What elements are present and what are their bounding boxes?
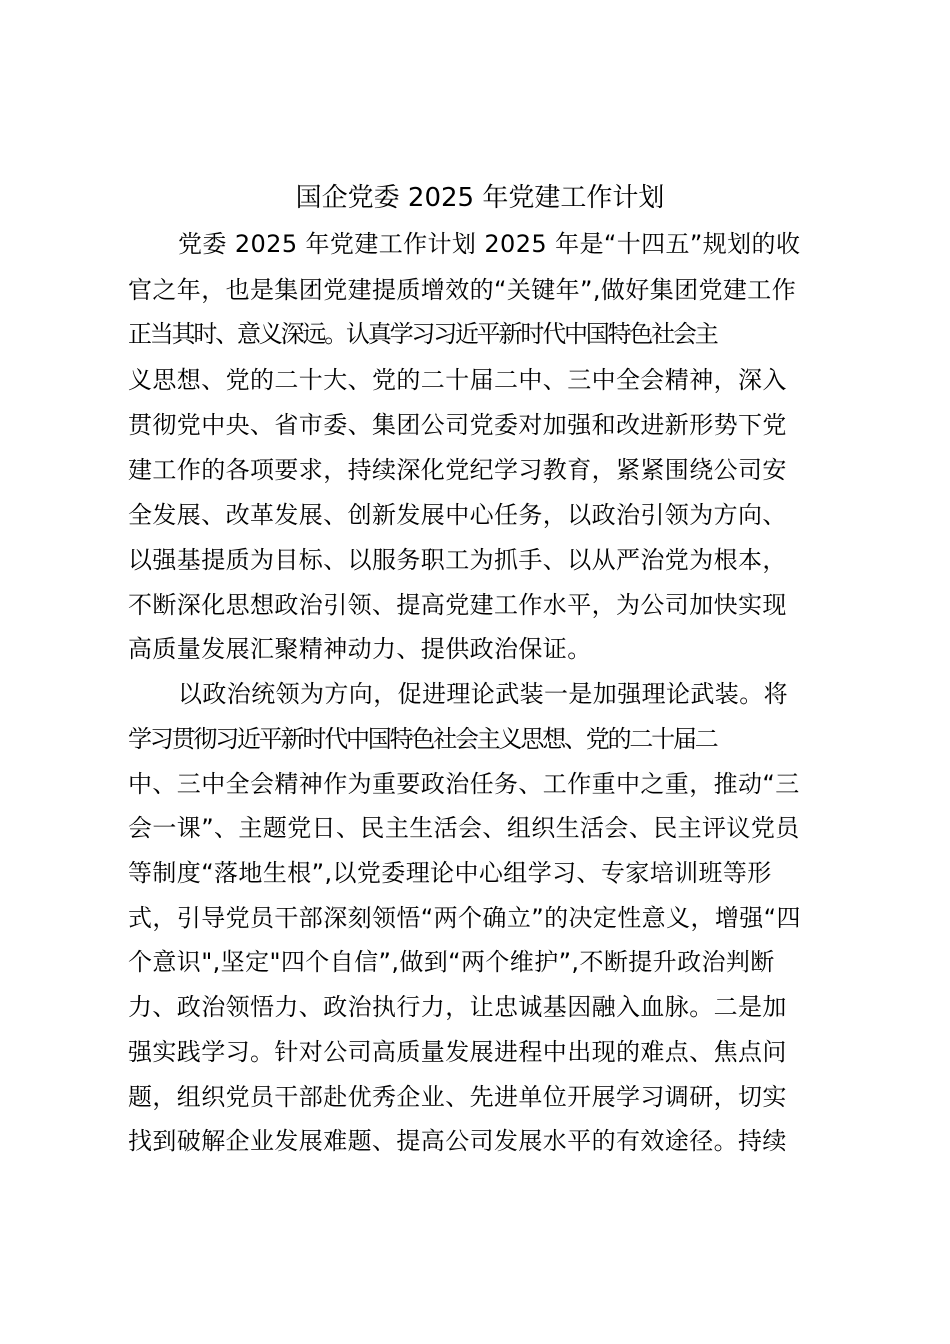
paragraph-line: 贯彻党中央、省市委、集团公司党委对加强和改进新形势下党 — [128, 411, 787, 439]
document-title: 国企党委 2025 年党建工作计划 — [295, 183, 665, 213]
paragraph-line: 全发展、改革发展、创新发展中心任务，以政治引领为方向、 — [128, 501, 787, 529]
paragraph-line: 力、政治领悟力、政治执行力，让忠诚基因融入血脉。二是加 — [128, 993, 787, 1021]
paragraph-line: 官之年，也是集团党建提质增效的“关键年”,做好集团党建工作 — [128, 276, 797, 304]
paragraph-line: 党委 2025 年党建工作计划 2025 年是“十四五”规划的收 — [178, 230, 801, 258]
paragraph-line: 不断深化思想政治引领、提高党建工作水平，为公司加快实现 — [128, 591, 787, 619]
paragraph-line: 以强基提质为目标、以服务职工为抓手、以从严治党为根本， — [128, 546, 787, 574]
paragraph-line: 式，引导党员干部深刻领悟“两个确立”的决定性意义，增强“四 — [128, 904, 801, 932]
paragraph-line: 题，组织党员干部赴优秀企业、先进单位开展学习调研，切实 — [128, 1083, 787, 1111]
paragraph-line: 正当其时、意义深远。认真学习习近平新时代中国特色社会主 — [128, 320, 717, 348]
paragraph-line: 中、三中全会精神作为重要政治任务、工作重中之重，推动“三 — [128, 770, 800, 798]
paragraph-line: 建工作的各项要求，持续深化党纪学习教育，紧紧围绕公司安 — [128, 456, 787, 484]
paragraph-line: 高质量发展汇聚精神动力、提供政治保证。 — [128, 635, 592, 663]
paragraph-line: 等制度“落地生根”,以党委理论中心组学习、专家培训班等形 — [128, 859, 772, 887]
paragraph-line: 个意识",坚定"四个自信”,做到“两个维护”,不断提升政治判断 — [128, 948, 775, 976]
paragraph-line: 找到破解企业发展难题、提高公司发展水平的有效途径。持续 — [128, 1127, 787, 1155]
paragraph-line: 强实践学习。针对公司高质量发展进程中出现的难点、焦点问 — [128, 1038, 787, 1066]
paragraph-line: 以政治统领为方向，促进理论武装一是加强理论武装。将 — [178, 680, 788, 708]
paragraph-line: 会一课”、主题党日、民主生活会、组织生活会、民主评议党员 — [128, 814, 800, 842]
paragraph-line: 学习贯彻习近平新时代中国特色社会主义思想、党的二十届二 — [128, 725, 717, 753]
paragraph-line: 义思想、党的二十大、党的二十届二中、三中全会精神，深入 — [128, 366, 787, 394]
